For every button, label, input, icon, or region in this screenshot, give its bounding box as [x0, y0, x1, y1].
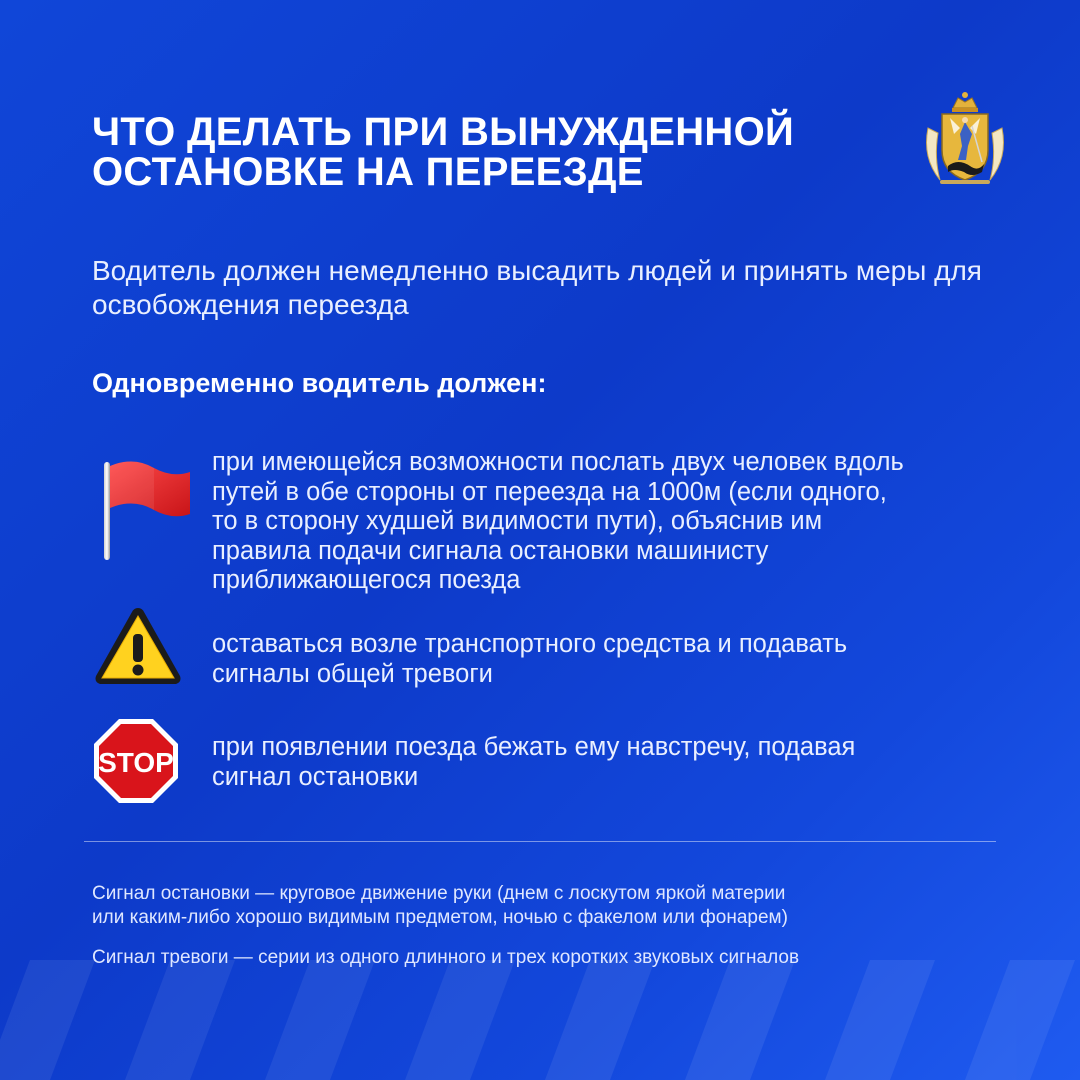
text-line: то в сторону худшей видимости пути), объяснив им	[212, 507, 823, 535]
text-line: при появлении поезда бежать ему навстречу, подавая	[212, 733, 856, 761]
section-subheading: Одновременно водитель должен:	[92, 368, 547, 398]
text-line: Сигнал остановки — круговое движение руки (днем с лоскутом яркой материи	[92, 883, 786, 904]
divider	[84, 841, 996, 842]
instruction-text	[212, 448, 1012, 596]
text-line: при имеющейся возможности послать двух человек вдоль	[212, 448, 904, 476]
text-line: правила подачи сигнала остановки машинисту	[212, 536, 769, 565]
footnote-stop-signal	[92, 882, 992, 930]
page-title	[92, 112, 794, 192]
coat-of-arms-icon	[920, 88, 1010, 188]
text-line: путей в обе стороны от переезда на 1000м (если одного,	[212, 477, 887, 506]
text-line: приближающегося поезда	[212, 566, 521, 594]
instruction-text	[212, 733, 1012, 792]
title-line: ЧТО ДЕЛАТЬ ПРИ ВЫНУЖДЕННОЙ	[92, 110, 795, 154]
instruction-item	[92, 448, 1012, 594]
text-line: сигналы общей тревоги	[212, 659, 493, 688]
instruction-item	[92, 630, 1012, 710]
footnote-alarm-signal	[92, 946, 992, 970]
instruction-item	[92, 733, 1012, 813]
stop-sign-icon	[92, 717, 180, 805]
instruction-text	[212, 630, 1012, 689]
warning-sign-icon	[92, 604, 184, 688]
text-line: или каким-либо хорошо видимым предметом, ночью с факелом или фонарем)	[92, 907, 788, 928]
red-flag-icon	[92, 454, 196, 564]
stop-sign-label: STOP	[98, 747, 174, 778]
decorative-stripes	[0, 960, 1080, 1080]
text-line: Сигнал тревоги — серии из одного длинного и трех коротких звуковых сигналов	[92, 947, 800, 968]
title-line: ОСТАНОВКЕ НА ПЕРЕЕЗДЕ	[92, 150, 644, 194]
intro-text: Водитель должен немедленно высадить людей и принять меры для освобождения переезда	[92, 255, 982, 320]
text-line: сигнал остановки	[212, 762, 419, 791]
text-line: оставаться возле транспортного средства и подавать	[212, 630, 848, 658]
